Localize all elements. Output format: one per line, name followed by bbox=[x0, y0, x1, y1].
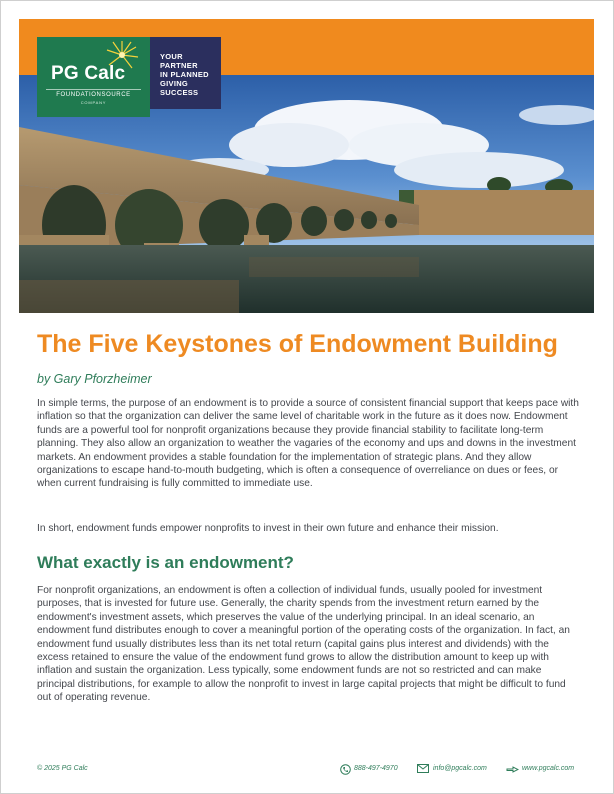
byline: by Gary Pforzheimer bbox=[37, 372, 152, 386]
tagline-line: YOUR bbox=[160, 52, 183, 61]
tagline-line: IN PLANNED bbox=[160, 70, 209, 79]
summary-paragraph: In short, endowment funds empower nonprofits to invest in their own future and enhance their mission. bbox=[37, 523, 499, 534]
article-title: The Five Keystones of Endowment Building bbox=[37, 330, 558, 358]
pg-calc-logo[interactable] bbox=[37, 37, 150, 117]
logo-name: PG Calc bbox=[51, 63, 126, 84]
footer-email[interactable]: info@pgcalc.com bbox=[433, 765, 487, 772]
footer-website[interactable]: www.pgcalc.com bbox=[522, 765, 575, 772]
logo-company: COMPANY bbox=[80, 100, 107, 105]
tagline-line: SUCCESS bbox=[160, 88, 199, 97]
intro-paragraph: In simple terms, the purpose of an endowment is to provide a source of consistent financial support that keeps pace with inflation so that the organization can deliver the same level of charitable work in the future as it does now. Endowment funds are a powerful tool for nonprofit organizations because they provide financial stability to facilitate long-term planning. They also allow an organization to weather the vagaries of the economy and ups and downs in the investment markets. An endowment provides a stable foundation for the implementation of strategic plans. And they allow organizations to escape hand-to-mouth budgeting, which is often a consequence of overreliance on dues or fees, or when current fundraising is fully committed to immediate use. bbox=[37, 398, 579, 490]
footer-phone[interactable]: 888-497-4970 bbox=[354, 765, 398, 772]
section-paragraph: For nonprofit organizations, an endowment is often a collection of individual funds, usually pooled for investment purposes, that is invested for future use. Generally, the charity spends from the investment return earned by the endowment's investment assets, which preserves the value of the underlying principal. In an ideal scenario, an endowment fund distributes enough to cover a meaningful portion of the operating costs of the organization. In fact, an endowment fund usually distributes less than its net total return (capital gains plus interest and dividends) with the excess retained to ensure the value of the endowment fund grows to allow the distribution amount to keep up with inflation and sustain the organization. Less typically, some endowment funds are not so restricted and can make principal distributions, for example to allow the nonprofit to invest in large capital projects that might be difficult to fund out of operating revenue. bbox=[37, 585, 570, 704]
tagline-line: PARTNER bbox=[160, 61, 198, 70]
section-heading: What exactly is an endowment? bbox=[37, 553, 294, 572]
tagline-line: GIVING bbox=[160, 79, 189, 88]
email-icon bbox=[417, 764, 429, 773]
tagline-box bbox=[150, 37, 221, 109]
footer-copyright: © 2025 PG Calc bbox=[37, 765, 88, 772]
logo-subtitle: FOUNDATIONSOURCE bbox=[46, 89, 141, 98]
pointer-hand-icon bbox=[506, 764, 519, 774]
phone-icon bbox=[340, 764, 351, 775]
